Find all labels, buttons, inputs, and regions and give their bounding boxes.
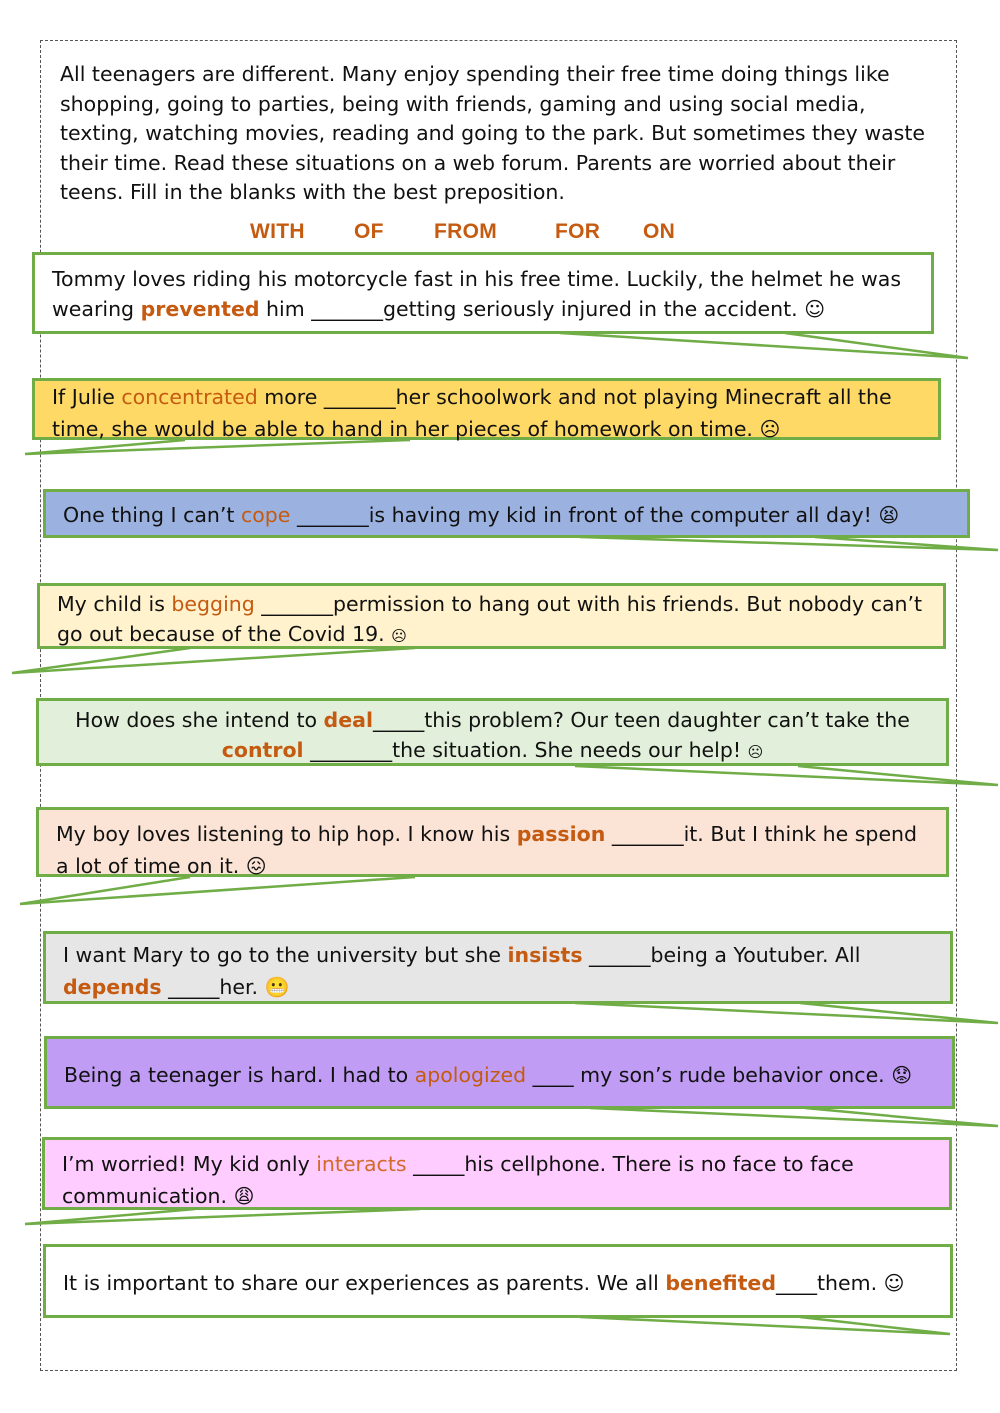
keyword-apologized: apologized [414, 1063, 527, 1087]
keyword-prevented: prevented [140, 297, 260, 321]
sentence-blank-text: _______permission to hang out with his friends. But nobody can’t go out because of the Covid 19. [57, 592, 923, 646]
keyword-passion: passion [516, 822, 606, 846]
sentence-text: How does she intend to [75, 708, 324, 732]
tail-4 [12, 648, 415, 673]
forum-post-7 [43, 931, 953, 1004]
weary-face-icon: 😩 [233, 1184, 255, 1208]
sentence-text: If Julie [52, 385, 122, 409]
forum-post-3 [43, 489, 970, 538]
forum-post-8 [44, 1036, 955, 1109]
sentence-text: My child is [57, 592, 172, 616]
keyword-benefited: benefited [665, 1271, 777, 1295]
sentence-blank-text: ______being a Youtuber. All [582, 943, 861, 967]
forum-post-1 [32, 252, 934, 334]
confounded-face-icon: 😖 [245, 854, 267, 878]
sentence-text: I want Mary to go to the university but she [63, 943, 508, 967]
sentence-text: I’m worried! My kid only [62, 1152, 317, 1176]
forum-post-2 [32, 378, 941, 440]
keyword-deal: deal [323, 708, 373, 732]
grimace-icon: 😬 [264, 975, 290, 999]
keyword-begging: begging [171, 592, 255, 616]
smiley-icon: ☺ [883, 1271, 905, 1295]
tail-7 [575, 1003, 998, 1023]
sentence-text: One thing I can’t [63, 503, 241, 527]
word-bank-from: FROM [434, 220, 498, 243]
tail-3 [580, 537, 998, 550]
sentence-blank-text: ________the situation. She needs our help! [303, 738, 748, 762]
worried-face-icon: 😟 [891, 1063, 913, 1087]
word-bank-of: OF [354, 220, 384, 243]
forum-post-5 [36, 698, 949, 766]
keyword-concentrated: concentrated [121, 385, 258, 409]
sentence-blank-text: ____ my son’s rude behavior once. [526, 1063, 892, 1087]
word-bank-on: ON [643, 220, 676, 243]
frown-icon: ☹ [391, 627, 407, 645]
sentence-blank-text: _____her. [161, 975, 265, 999]
sentence-blank-text: more _______her schoolwork and not playing Minecraft all the time, she would be able to hand in her pieces of homework on time. [52, 385, 892, 441]
sentence-text: It is important to share our experiences as parents. We all [63, 1271, 666, 1295]
forum-post-9 [42, 1137, 952, 1210]
tail-10 [580, 1317, 950, 1334]
keyword-interacts: interacts [316, 1152, 407, 1176]
sentence-blank-text: ____them. [776, 1271, 884, 1295]
sentence-blank-text: _______it. But I think he spend a lot of time on it. [56, 822, 918, 878]
keyword-cope: cope [240, 503, 291, 527]
sentence-blank-text: _____this problem? Our teen daughter can’t take the [373, 708, 910, 732]
keyword-depends: depends [63, 975, 162, 999]
frown-icon: ☹ [759, 417, 781, 441]
tail-1 [560, 333, 968, 358]
forum-post-4 [37, 583, 946, 649]
tail-8 [590, 1108, 998, 1126]
word-bank-for: FOR [555, 220, 601, 243]
smiley-icon: ☺ [804, 297, 826, 321]
sentence-blank-text: _____his cellphone. There is no face to face communication. [62, 1152, 854, 1208]
tired-face-icon: 😫 [878, 503, 900, 527]
sentence-text: Tommy loves riding his motorcycle fast in his free time. Luckily, the helmet he was wearing [52, 267, 902, 321]
sentence-blank-text: him _______getting seriously injured in the accident. [259, 297, 805, 321]
sentence-text: Being a teenager is hard. I had to [64, 1063, 415, 1087]
instructions-paragraph: All teenagers are different. Many enjoy spending their free time doing things like shopping, going to parties, being with friends, gaming and using social media, texting, watching movies, reading and going to the park. But sometimes they waste their time. Read these situations on a web forum. Parents are worried about their teens. Fill in the blanks with the best preposition. [60, 62, 925, 204]
sentence-blank-text: _______is having my kid in front of the computer all day! [290, 503, 879, 527]
frown-icon: ☹ [747, 743, 764, 761]
keyword-insists: insists [507, 943, 583, 967]
keyword-control: control [221, 738, 304, 762]
forum-post-10 [43, 1244, 953, 1318]
sentence-text: My boy loves listening to hip hop. I know his [56, 822, 517, 846]
word-bank-with: WITH [250, 220, 305, 243]
tail-5 [575, 766, 998, 785]
forum-post-6 [36, 807, 949, 877]
